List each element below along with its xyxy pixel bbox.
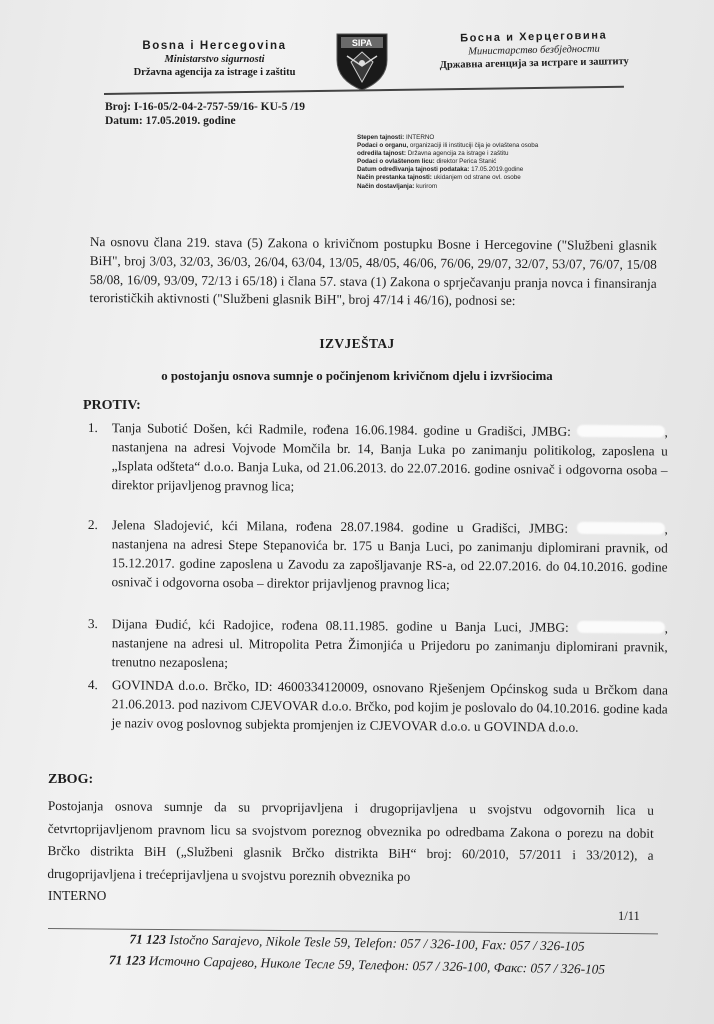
- classification-row: Podaci o organu, organizaciji ili instituciji čija je ovlaštena osoba: [357, 142, 539, 150]
- list-item-text: Tanja Subotić Došen, kći Radmile, rođena 16.06.1984. godine u Gradišci, JMBG: , nastanjena na adresi Vojvode Momčila br. 14, Banja Luka po zanimanju politikolog, zaposlena u „Isplata odšteta“ d.o.o. Banja Luka, od 21.06.2013. do 22.07.2016. godine osnivač i odgovorna osoba – direktor prijavljenog pravnog lica;: [111, 420, 668, 494]
- classification-row: odredila tajnost: Državna agencija za istrage i zaštitu: [357, 150, 509, 158]
- page-number: 1/11: [618, 909, 640, 923]
- footer-address-cyrillic: 71 123 Источно Сарајево, Николе Тесле 59, Телефон: 057 / 326-100, Факс: 057 / 326-105: [108, 952, 606, 977]
- header-right: [414, 28, 655, 72]
- list-item-number: 2.: [87, 516, 98, 533]
- redaction-mark: [577, 522, 665, 535]
- list-item-person-3: [88, 615, 668, 676]
- list-item-legal-entity: [87, 676, 668, 738]
- list-item-person-1: [87, 419, 668, 499]
- sipa-emblem-icon: [333, 30, 391, 92]
- header-left-country: Bosna i Hercegovina: [142, 40, 287, 52]
- document-subtitle: o postojanju osnova sumnje o počinjenom krivičnom djelu i izvršiocima: [161, 369, 553, 383]
- classification-row: Stepen tajnosti: INTERNO: [357, 134, 435, 141]
- list-item-number: 1.: [87, 419, 98, 436]
- classification-row: Način dostavljanja: kurirom: [357, 182, 438, 190]
- header-left-agency: Državna agencija za istrage i zaštitu: [133, 67, 296, 78]
- list-item-text: Dijana Đudić, kći Radojice, rođena 08.11.1985. godine u Banja Luci, JMBG: , nastanjene na adresi ul. Mitropolita Petra Žimonjića u Prijedoru po zanimanju diplomirani pravnik, trenutno nezaposlena;: [111, 616, 668, 670]
- protiv-label: PROTIV:: [83, 398, 141, 413]
- header-left: [112, 40, 317, 79]
- list-item-number: 3.: [87, 615, 98, 632]
- classification-row: Podaci o ovlaštenom licu: direktor Perica Stanić: [357, 158, 497, 166]
- reference-date: Datum: 17.05.2019. godine: [105, 115, 236, 127]
- header-right-agency: Државна агенција за истраге и заштиту: [439, 56, 629, 71]
- redaction-mark: [577, 425, 665, 438]
- footer-classification: INTERNO: [48, 888, 107, 903]
- list-item-person-2: [87, 516, 668, 596]
- classification-block: [357, 134, 647, 191]
- list-item-text: Jelena Sladojević, kći Milana, rođena 28.07.1984. godine u Gradišci, JMBG: , nastanjena na adresi Stepe Stepanovića br. 175 u Banja Luci, po zanimanju diplomirani pravnik, od 15.12.2017. godine zaposlena u Zavodu za zapošljavanje RS-a, od 22.07.2016. do 04.10.2016. godine osnivač i odgovorna osoba – direktor prijavljenog pravnog lica;: [111, 517, 668, 592]
- reference-number: Broj: I-16-05/2-04-2-757-59/16- KU-5 /19: [105, 101, 306, 113]
- list-item-text: GOVINDA d.o.o. Brčko, ID: 4600334120009, osnovano Rješenjem Općinskog suda u Brčkom dana 21.06.2013. pod nazivom CJEVOVAR d.o.o. Brčko, pod kojim je poslovalo do 04.10.2016. godine kada je naziv ovog poslovnog subjekta promjenjen iz CJEVOVAR d.o.o. u GOVINDA d.o.o.: [111, 677, 668, 735]
- header-right-ministry: Министарство безбједности: [468, 43, 600, 58]
- zbog-paragraph: Postojanja osnova sumnje da su prvoprijavljena i drugoprijavljena u svojstvu odgovornih lica u četvrtoprijavljenom pravnom licu sa svojstvom poreznog obveznika po odredbama Zakona o porezu na dobit Brčko distrikta BiH („Službeni glasnik Brčko distrikta BiH“ broj: 60/2010, 57/2011 i 33/2012), a drugoprijavljena i trećeprijavljena u svojstvu poreznih obveznika po: [47, 797, 654, 884]
- reference-block: [105, 100, 305, 128]
- classification-row: Način prestanka tajnosti: ukidanjem od strane ovl. osobe: [357, 174, 521, 182]
- header-right-country: Босна и Херцеговина: [460, 29, 608, 45]
- document-title: IZVJEŠTAJ: [319, 336, 395, 351]
- zbog-label: ZBOG:: [48, 772, 94, 787]
- classification-row: Datum određivanja tajnosti podataka: 17.05.2019.godine: [357, 166, 524, 174]
- header-left-ministry: Ministarstvo sigurnosti: [164, 54, 265, 65]
- redaction-mark: [577, 621, 665, 634]
- list-item-number: 4.: [87, 676, 98, 693]
- footer-address-latin: 71 123 Istočno Sarajevo, Nikole Tesle 59, Telefon: 057 / 326-100, Fax: 057 / 326-105: [129, 931, 585, 954]
- intro-paragraph: Na osnovu člana 219. stava (5) Zakona o krivičnom postupku Bosne i Hercegovine ("Službeni glasnik BiH", broj 3/03, 32/03, 36/03, 26/04, 63/04, 13/05, 48/05, 46/06, 76/06, 29/07, 32/07, 53/07, 76/07, 15/08 58/08, 16/09, 93/09, 72/13 i 65/18) i člana 57. stava (1) Zakona o sprječavanju pranja novca i finansiranja terorističkih aktivnosti ("Službeni glasnik BiH", broj 47/14 i 46/16), podnosi se:: [89, 233, 657, 309]
- emblem-text: SIPA: [351, 38, 373, 48]
